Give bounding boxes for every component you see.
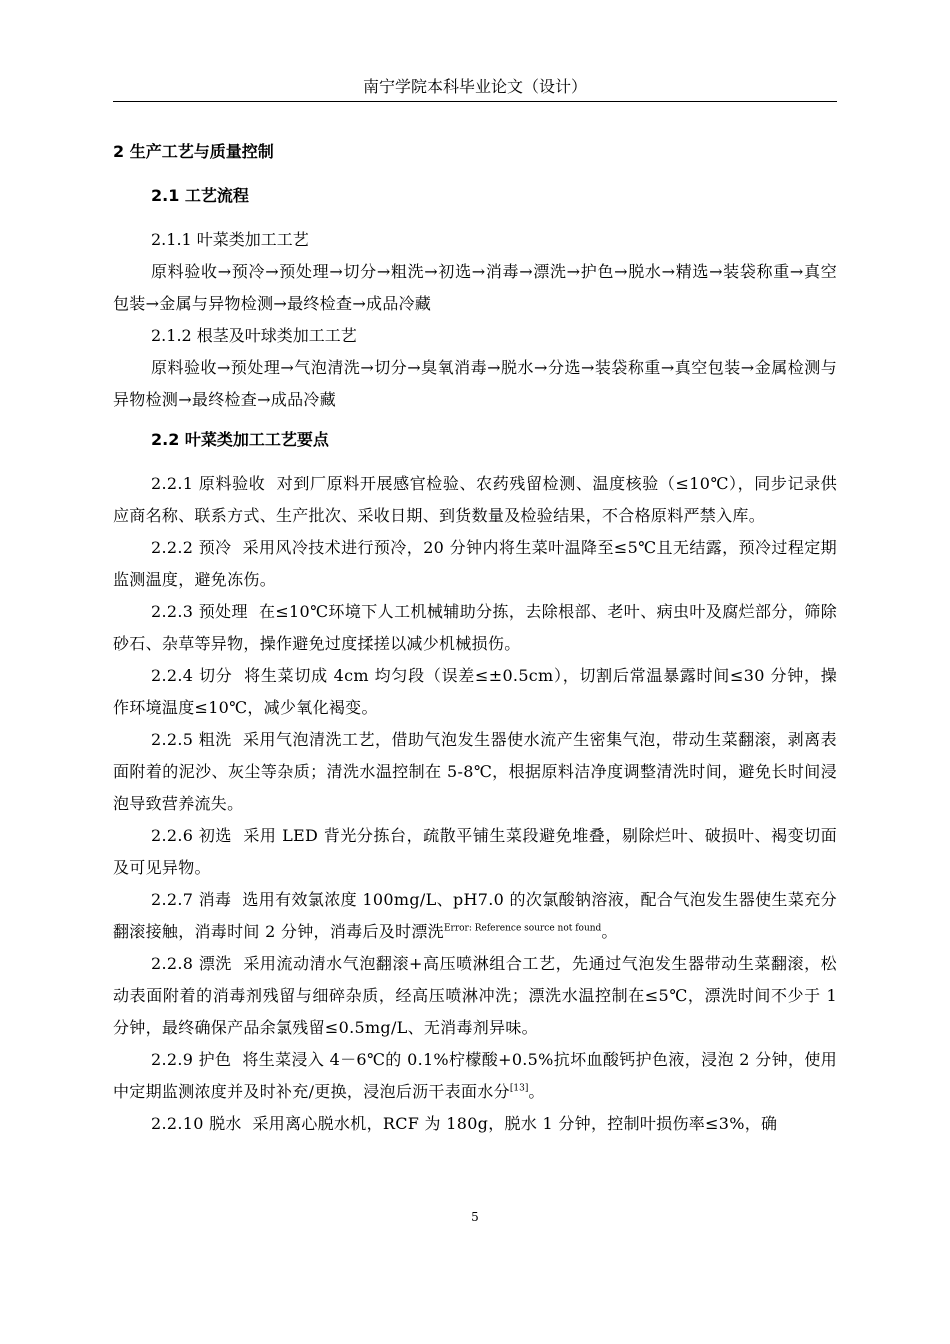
process-point-label: 2.2.2 预冷 xyxy=(151,538,232,557)
subsection-heading-2-2: 2.2 叶菜类加工工艺要点 xyxy=(151,430,329,449)
process-point-paragraph xyxy=(113,1044,837,1108)
process-point-paragraph xyxy=(113,884,837,948)
process-point-text: 选用有效氯浓度 100mg/L、pH7.0 的次氯酸钠溶液，配合气泡发生器使生菜充分翻滚接触，消毒时间 2 分钟，消毒后及时漂洗 xyxy=(113,890,837,941)
process-point-paragraph xyxy=(113,532,837,596)
process-points-list xyxy=(113,468,837,1140)
reference-superscript: [13] xyxy=(509,1083,529,1094)
process-point-text: 采用风冷技术进行预冷，20 分钟内将生菜叶温降至≤5℃且无结露，预冷过程定期监测温度，避免冻伤。 xyxy=(113,538,837,589)
process-point-label: 2.2.6 初选 xyxy=(151,826,232,845)
process-point-label: 2.2.3 预处理 xyxy=(151,602,248,621)
process-point-paragraph xyxy=(113,724,837,820)
process-point-text: 在≤10℃环境下人工机械辅助分拣，去除根部、老叶、病虫叶及腐烂部分，筛除砂石、杂草等异物，操作避免过度揉搓以减少机械损伤。 xyxy=(113,602,837,653)
process-point-label: 2.2.5 粗洗 xyxy=(151,730,232,749)
process-point-text: 采用 LED 背光分拣台，疏散平铺生菜段避免堆叠，剔除烂叶、破损叶、褐变切面及可见异物。 xyxy=(113,826,837,877)
process-point-label: 2.2.9 护色 xyxy=(151,1050,232,1069)
page-header: 南宁学院本科毕业论文（设计） xyxy=(362,77,587,96)
process-point-text: 将生菜浸入 4－6℃的 0.1%柠檬酸+0.5%抗坏血酸钙护色液，浸泡 2 分钟，使用中定期监测浓度并及时补充/更换，浸泡后沥干表面水分 xyxy=(113,1050,837,1101)
root-process-flow: 原料验收→预处理→气泡清洗→切分→臭氧消毒→脱水→分选→装袋称重→真空包装→金属检测与异物检测→最终检查→成品冷藏 xyxy=(113,358,837,409)
subsubsection-heading-2-1-2: 2.1.2 根茎及叶球类加工工艺 xyxy=(151,326,357,345)
process-point-label: 2.2.4 切分 xyxy=(151,666,233,685)
process-point-text: 采用流动清水气泡翻滚+高压喷淋组合工艺，先通过气泡发生器带动生菜翻滚，松动表面附着的消毒剂残留与细碎杂质，经高压喷淋冲洗；漂洗水温控制在≤5℃，漂洗时间不少于 1 分钟，最终确保产品余氯残留≤0.5mg/L、无消毒剂异味。 xyxy=(113,954,837,1037)
subsubsection-heading-2-1-1: 2.1.1 叶菜类加工工艺 xyxy=(151,230,309,249)
process-point-paragraph xyxy=(113,1108,837,1140)
subsection-heading-2-1: 2.1 工艺流程 xyxy=(151,186,249,205)
process-point-paragraph xyxy=(113,660,837,724)
header-rule xyxy=(113,101,837,102)
process-point-text: 对到厂原料开展感官检验、农药残留检测、温度核验（≤10℃），同步记录供应商名称、联系方式、生产批次、采收日期、到货数量及检验结果，不合格原料严禁入库。 xyxy=(113,474,837,525)
process-point-label: 2.2.10 脱水 xyxy=(151,1114,242,1133)
reference-superscript: Error: Reference source not found xyxy=(443,923,602,934)
process-point-text: 将生菜切成 4cm 均匀段（误差≤±0.5cm），切割后常温暴露时间≤30 分钟，操作环境温度≤10℃，减少氧化褐变。 xyxy=(113,666,837,717)
sentence-end: 。 xyxy=(601,922,618,941)
process-point-paragraph xyxy=(113,948,837,1044)
process-point-label: 2.2.7 消毒 xyxy=(151,890,232,909)
process-point-label: 2.2.8 漂洗 xyxy=(151,954,233,973)
sentence-end: 。 xyxy=(528,1082,545,1101)
page-number: 5 xyxy=(471,1210,479,1224)
section-heading: 2 生产工艺与质量控制 xyxy=(113,142,274,161)
process-point-label: 2.2.1 原料验收 xyxy=(151,474,266,493)
process-point-paragraph xyxy=(113,468,837,532)
page-content xyxy=(113,138,837,1140)
process-point-text: 采用离心脱水机，RCF 为 180g，脱水 1 分钟，控制叶损伤率≤3%，确 xyxy=(252,1114,778,1133)
process-point-text: 采用气泡清洗工艺，借助气泡发生器使水流产生密集气泡，带动生菜翻滚，剥离表面附着的泥沙、灰尘等杂质；清洗水温控制在 5-8℃，根据原料洁净度调整清洗时间，避免长时间浸泡导致营养流失。 xyxy=(113,730,837,813)
leafy-process-flow: 原料验收→预冷→预处理→切分→粗洗→初选→消毒→漂洗→护色→脱水→精选→装袋称重→真空包装→金属与异物检测→最终检查→成品冷藏 xyxy=(113,262,837,313)
process-point-paragraph xyxy=(113,596,837,660)
process-point-paragraph xyxy=(113,820,837,884)
